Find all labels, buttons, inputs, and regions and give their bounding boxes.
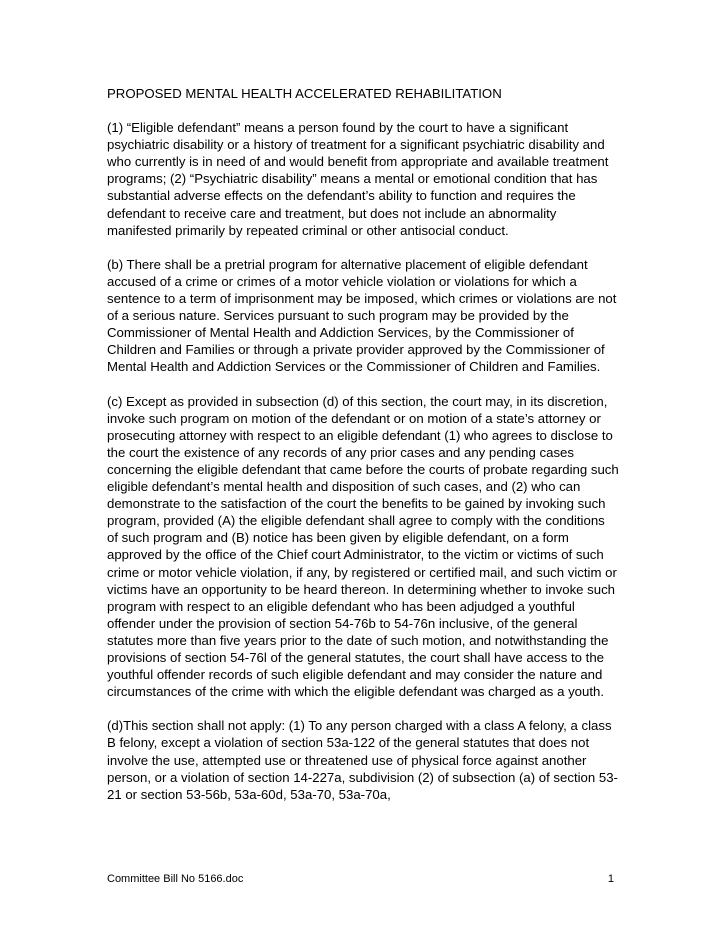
document-title: PROPOSED MENTAL HEALTH ACCELERATED REHABILITATION: [107, 86, 502, 101]
paragraph-definitions: (1) “Eligible defendant” means a person found by the court to have a significant psychiatric disability or a history of treatment for a significant psychiatric disability and who currently is in need of and would benefit from appropriate and available treatment programs; (2) “Psychiatric disability” means a mental or emotional condition that has substantial adverse effects on the defendant’s ability to function and requires the defendant to receive care and treatment, but does not include an abnormality manifested primarily by repeated criminal or other antisocial conduct.: [107, 120, 609, 238]
paragraph-b: (b) There shall be a pretrial program for alternative placement of eligible defendant accused of a crime or crimes of a motor vehicle violation or violations for which a sentence to a term of imprisonment may be imposed, which crimes or violations are not of a serious nature. Services pursuant to such program may be provided by the Commissioner of Mental Health and Addiction Services, by the Commissioner of Children and Families or through a private provider approved by the Commissioner of Mental Health and Addiction Services or the Commissioner of Children and Families.: [107, 256, 617, 375]
document-body: [107, 85, 619, 820]
footer-filename: Committee Bill No 5166.doc: [107, 873, 244, 885]
footer-page-number: 1: [607, 873, 614, 885]
page-footer: [107, 872, 614, 886]
paragraph-c: (c) Except as provided in subsection (d) of this section, the court may, in its discretion, invoke such program on motion of the defendant or on motion of a state’s attorney or prosecuting attorney with respect to an eligible defendant (1) who agrees to disclose to the court the existence of any records of any prior cases and any pending cases concerning the eligible defendant that came before the courts of probate regarding such eligible defendant’s mental health and disposition of such cases, and (2) who can demonstrate to the satisfaction of the court the benefits to be gained by invoking such program, provided (A) the eligible defendant shall agree to comply with the conditions of such program and (B) notice has been given by eligible defendant, on a form approved by the office of the Chief court Administrator, to the victim or victims of such crime or motor vehicle violation, if any, by registered or certified mail, and such victim or victims have an opportunity to be heard thereon. In determining whether to invoke such program with respect to an eligible defendant who has been adjudged a youthful offender under the provision of section 54-76b to 54-76n inclusive, of the general statutes more than five years prior to the date of such motion, and notwithstanding the provisions of section 54-76l of the general statutes, the court shall have access to the youthful offender records of such eligible defendant and may consider the nature and circumstances of the crime with which the eligible defendant was charged as a youth.: [107, 393, 619, 700]
paragraph-d: (d)This section shall not apply: (1) To any person charged with a class A felony, a class B felony, except a violation of section 53a-122 of the general statutes that does not involve the use, attempted use or threatened use of physical force against another person, or a violation of section 14-227a, subdivision (2) of subsection (a) of section 53-21 or section 53-56b, 53a-60d, 53a-70, 53a-70a,: [107, 718, 618, 802]
